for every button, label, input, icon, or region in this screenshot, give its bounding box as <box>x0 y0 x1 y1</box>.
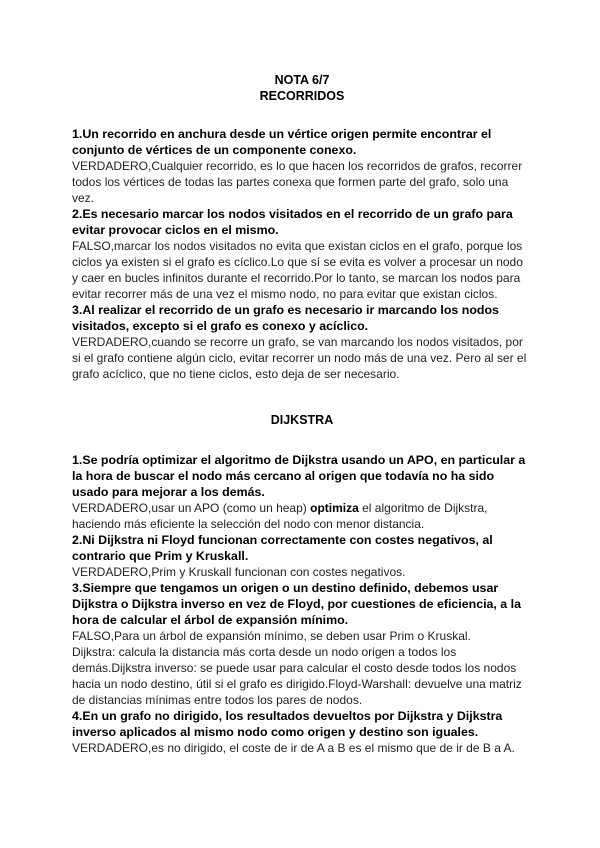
answer-dijkstra-2: VERDADERO,Prim y Kruskall funcionan con costes negativos. <box>72 565 406 579</box>
answer-dijkstra-4: VERDADERO,es no dirigido, el coste de ir de A a B es el mismo que de ir de B a A. <box>72 741 515 755</box>
question-recorridos-2: 2.Es necesario marcar los nodos visitados en el recorrido de un grafo para evitar provocar ciclos en el mismo. <box>72 207 513 237</box>
question-recorridos-3: 3.Al realizar el recorrido de un grafo es necesario ir marcando los nodos visitados, excepto si el grafo es conexo y acíclico. <box>72 303 499 333</box>
question-recorridos-1: 1.Un recorrido en anchura desde un vértice origen permite encontrar el conjunto de vértices de un componente conexo. <box>72 127 492 157</box>
question-dijkstra-4: 4.En un grafo no dirigido, los resultados devueltos por Dijkstra y Dijkstra inverso aplicados al mismo nodo como origen y destino son iguales. <box>72 709 503 739</box>
answer-recorridos-1: VERDADERO,Cualquier recorrido, es lo que hacen los recorridos de grafos, recorrer todos los vértices de todas las partes conexa que formen parte del grafo, solo una vez. <box>72 159 523 205</box>
question-dijkstra-2: 2.Ni Dijkstra ni Floyd funcionan correctamente con costes negativos, al contrario que Prim y Kruskall. <box>72 533 493 563</box>
answer-dijkstra-3-line1: FALSO,Para un árbol de expansión mínimo, se deben usar Prim o Kruskal. <box>72 629 471 643</box>
answer-dijkstra-1-pre: VERDADERO,usar un APO (como un heap) <box>72 501 311 515</box>
answer-recorridos-3: VERDADERO,cuando se recorre un grafo, se van marcando los nodos visitados, por si el grafo contiene algún ciclo, evitar recorrer un nodo más de una vez. Pero al ser el grafo acíclico, que no tiene ciclos, esto deja de ser necesario. <box>72 335 527 381</box>
answer-recorridos-2: FALSO,marcar los nodos visitados no evita que existan ciclos en el grafo, porque los ciclos ya existen si el grafo es cíclico.Lo que sí se evita es volver a procesar un nodo y caer en bucles infinitos durante el recorrido.Por lo tanto, se marcan los nodos para evitar recorrer más de una vez el mismo nodo, no para evitar que existan ciclos. <box>72 239 523 301</box>
document-page <box>72 72 532 756</box>
answer-dijkstra-1-post: el algoritmo de Dijkstra, haciendo más eficiente la selección del nodo con menor distancia. <box>72 501 488 531</box>
question-dijkstra-1: 1.Se podría optimizar el algoritmo de Dijkstra usando un APO, en particular a la hora de buscar el nodo más cercano al origen que todavía no ha sido usado para mejorar a los demás. <box>72 453 526 499</box>
document-title: NOTA 6/7 <box>274 73 330 87</box>
answer-dijkstra-1-bold: optimiza <box>310 501 359 515</box>
answer-dijkstra-3-line2: Dijkstra: calcula la distancia más corta desde un nodo origen a todos los demás.Dijkstra inverso: se puede usar para calcular el costo desde todos los nodos hacia un nodo destino, útil si el grafo es dirigido.Floyd-Warshall: devuelve una matriz de distancias mínimas entre todos los pares de nodos. <box>72 645 522 707</box>
question-dijkstra-3: 3.Siempre que tengamos un origen o un destino definido, debemos usar Dijkstra o Dijkstra inverso en vez de Floyd, por cuestiones de eficiencia, a la hora de calcular el árbol de expansión mínimo. <box>72 581 521 627</box>
answer-dijkstra-1 <box>72 500 532 532</box>
section-title-dijkstra: DIJKSTRA <box>270 413 334 427</box>
section-title-recorridos: RECORRIDOS <box>259 89 345 103</box>
